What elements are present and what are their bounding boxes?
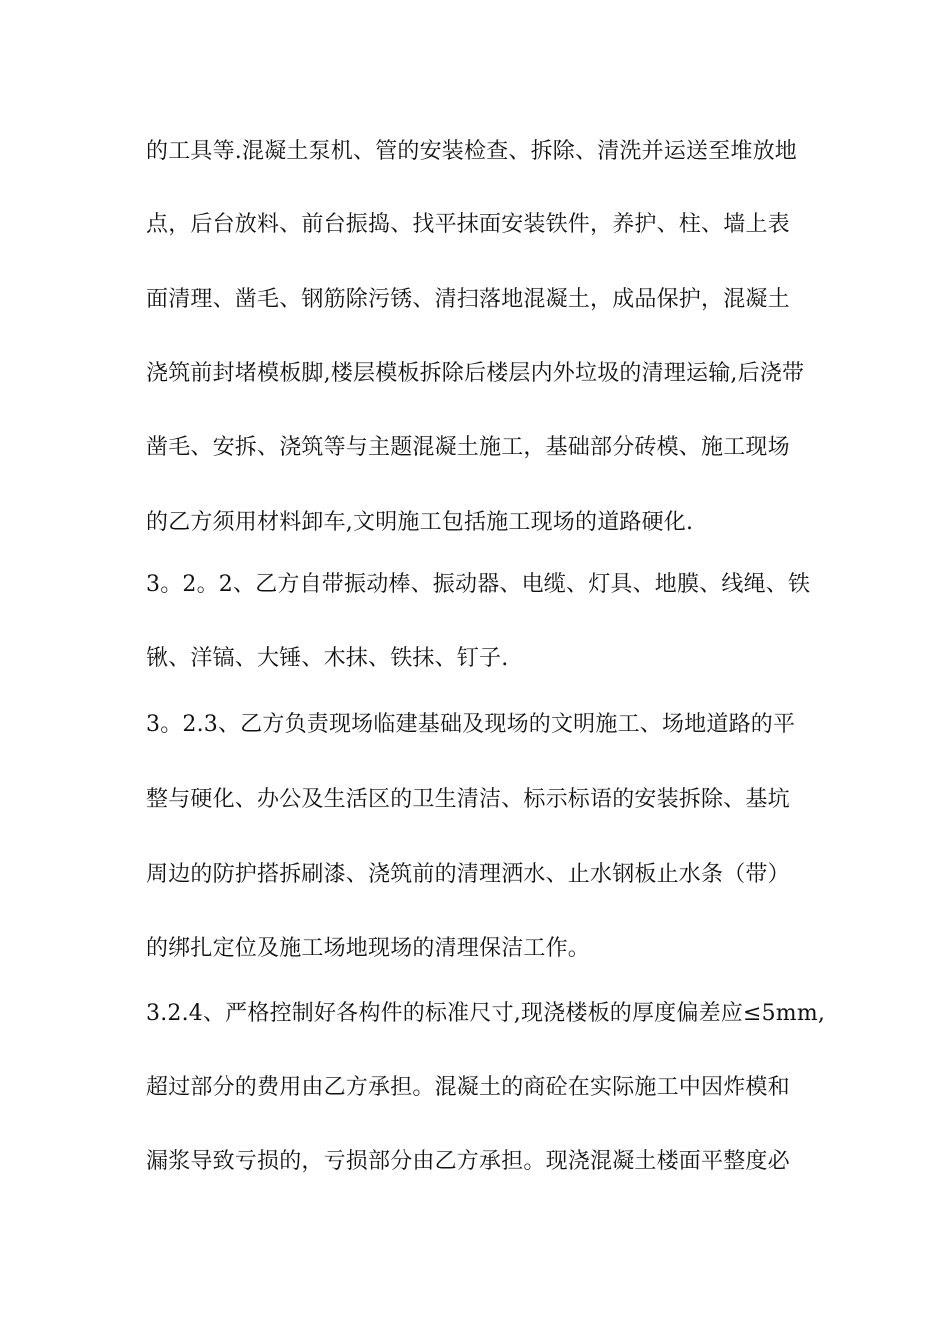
text-line-10: 整与硬化、办公及生活区的卫生清洁、标示标语的安装拆除、基坑 (146, 787, 790, 812)
text-line-4: 浇筑前封堵模板脚,楼层模板拆除后楼层内外垃圾的清理运输,后浇带 (146, 361, 805, 386)
text-line-8: 锹、洋镐、大锤、木抹、铁抹、钉子. (146, 646, 509, 671)
text-line-9: 3。2.3、乙方负责现场临建基础及现场的文明施工、场地道路的平 (146, 712, 796, 737)
text-line-1: 的工具等.混凝土泵机、管的安装检查、拆除、清洗并运送至堆放地 (146, 139, 797, 164)
text-line-5: 凿毛、安拆、浇筑等与主题混凝土施工，基础部分砖模、施工现场 (146, 435, 790, 460)
text-line-7: 3。2。2、乙方自带振动棒、振动器、电缆、灯具、地膜、线绳、铁 (146, 572, 811, 597)
text-line-2: 点，后台放料、前台振捣、找平抹面安装铁件，养护、柱、墙上表 (146, 212, 790, 237)
text-line-6: 的乙方须用材料卸车,文明施工包括施工现场的道路硬化. (146, 510, 694, 535)
text-line-12: 的绑扎定位及施工场地现场的清理保洁工作。 (146, 936, 591, 961)
text-line-15: 漏浆导致亏损的，亏损部分由乙方承担。现浇混凝土楼面平整度必 (146, 1149, 790, 1174)
text-line-3: 面清理、凿毛、钢筋除污锈、清扫落地混凝土，成品保护，混凝土 (146, 287, 790, 312)
text-line-13: 3.2.4、严格控制好各构件的标准尺寸,现浇楼板的厚度偏差应≤5mm, (146, 1001, 826, 1026)
text-line-11: 周边的防护搭拆刷漆、浇筑前的清理洒水、止水钢板止水条（带） (146, 862, 790, 887)
text-line-14: 超过部分的费用由乙方承担。混凝土的商砼在实际施工中因炸模和 (146, 1075, 790, 1100)
